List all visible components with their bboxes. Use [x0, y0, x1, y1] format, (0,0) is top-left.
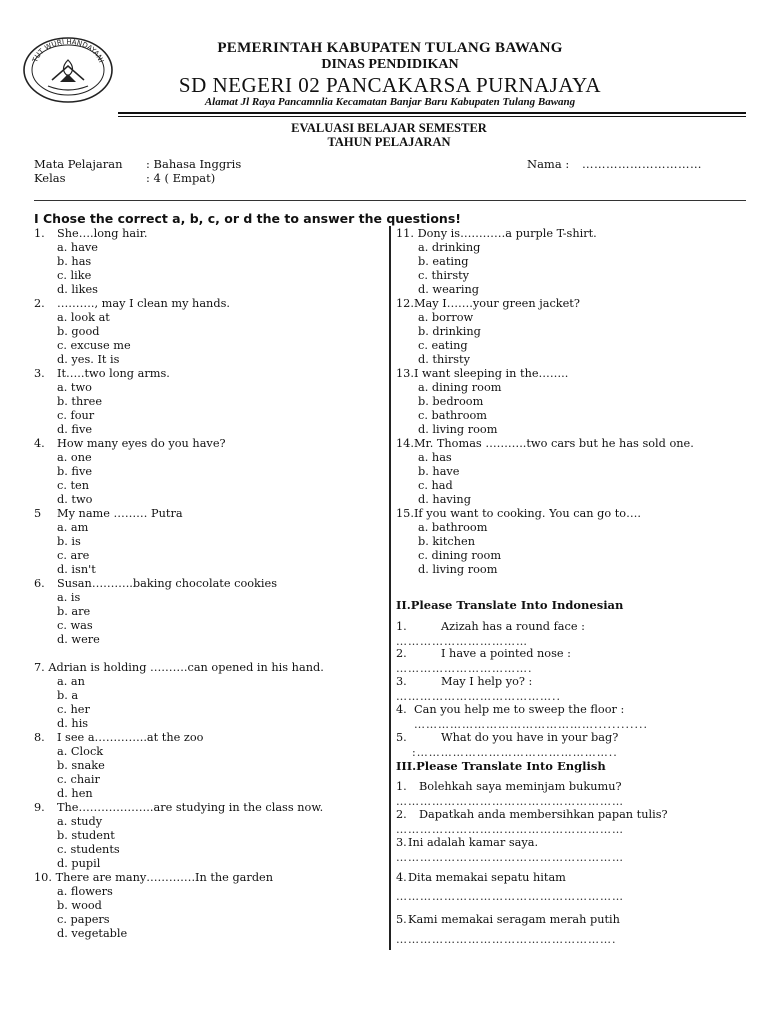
answer-option[interactable]: d. living room: [418, 423, 498, 436]
translate-item-text: Dapatkah anda membersihkan papan tulis?: [419, 808, 668, 821]
answer-option[interactable]: b. has: [57, 255, 92, 268]
section-2-title: II.Please Translate Into Indonesian: [396, 598, 624, 612]
answer-line[interactable]: …………………………………………………: [396, 795, 624, 808]
answer-option[interactable]: d. yes. It is: [57, 353, 120, 366]
question-13: [396, 367, 568, 381]
answer-option[interactable]: a. drinking: [418, 241, 481, 254]
column-divider: [389, 226, 391, 950]
question-3-text: It…..two long arms.: [57, 367, 170, 380]
translate-item-text: Ini adalah kamar saya.: [408, 836, 539, 849]
answer-option[interactable]: d. hen: [57, 787, 93, 800]
answer-option[interactable]: a. borrow: [418, 311, 474, 324]
answer-option[interactable]: c. are: [57, 549, 90, 562]
answer-option[interactable]: d. thirsty: [418, 353, 470, 366]
subject-value: : Bahasa Inggris: [146, 157, 242, 171]
question-text: May I…….your green jacket?: [413, 297, 580, 310]
answer-line[interactable]: …………………………………..: [396, 690, 561, 703]
question-text: If you want to cooking. You can go to….: [413, 507, 641, 520]
translate-item-number: 5.: [396, 731, 407, 744]
school-name: SD NEGERI 02 PANCAKARSA PURNAJAYA: [178, 73, 602, 97]
answer-option[interactable]: a. look at: [57, 311, 110, 324]
translate-item-number: 3.: [396, 836, 407, 849]
question-number: 12.: [396, 297, 414, 310]
answer-option[interactable]: d. wearing: [418, 283, 480, 296]
question-number: 5: [34, 507, 42, 520]
header-rule-thick: [118, 112, 746, 114]
question-6-text: Susan………..baking chocolate cookies: [57, 577, 277, 590]
answer-option[interactable]: b. wood: [57, 899, 102, 912]
answer-option[interactable]: b. three: [57, 395, 102, 408]
answer-option[interactable]: d. were: [57, 633, 100, 646]
answer-option[interactable]: a. flowers: [57, 885, 113, 898]
answer-option[interactable]: a. have: [57, 241, 98, 254]
answer-option[interactable]: d. his: [57, 717, 89, 730]
answer-option[interactable]: a. two: [57, 381, 92, 394]
answer-option[interactable]: c. papers: [57, 913, 110, 926]
answer-option[interactable]: c. her: [57, 703, 90, 716]
svg-text:TUT WURI HANDAYANI: TUT WURI HANDAYANI: [31, 37, 106, 64]
header-rule-thin: [118, 116, 746, 117]
answer-option[interactable]: a. study: [57, 815, 103, 828]
department-header: DINAS PENDIDIKAN: [321, 57, 459, 72]
question-text: Mr. Thomas ………..two cars but he has sold one.: [413, 437, 694, 450]
question-number: 1.: [34, 227, 45, 240]
question-text: Adrian is holding ……….can opened in his hand.: [48, 661, 324, 674]
answer-option[interactable]: b. good: [57, 325, 100, 338]
answer-option[interactable]: a. an: [57, 675, 85, 688]
answer-line[interactable]: ……………………………: [396, 635, 528, 648]
government-header: PEMERINTAH KABUPATEN TULANG BAWANG: [217, 40, 563, 56]
answer-option[interactable]: c. eating: [418, 339, 468, 352]
question-number: 10.: [34, 871, 52, 884]
question-14: [396, 437, 694, 451]
answer-option[interactable]: a. one: [57, 451, 92, 464]
answer-option[interactable]: a. bathroom: [418, 521, 488, 534]
answer-option[interactable]: c. ten: [57, 479, 90, 492]
answer-option[interactable]: c. had: [418, 479, 453, 492]
translate-item-text: Bolehkah saya meminjam bukumu?: [419, 780, 622, 793]
answer-option[interactable]: c. four: [57, 409, 95, 422]
translate-item-text: May I help yo? :: [441, 675, 533, 688]
answer-line[interactable]: ………………………………………............: [414, 718, 648, 731]
answer-option[interactable]: b. bedroom: [418, 395, 484, 408]
meta-divider: [34, 200, 746, 201]
translate-item-text: Kami memakai seragam merah putih: [408, 913, 620, 926]
answer-option[interactable]: a. Clock: [57, 745, 104, 758]
answer-option[interactable]: b. kitchen: [418, 535, 475, 548]
question-number: 6.: [34, 577, 45, 590]
answer-option[interactable]: a. has: [418, 451, 452, 464]
answer-line[interactable]: …………………………….: [396, 662, 533, 675]
translate-item-text: Azizah has a round face :: [441, 620, 585, 633]
translate-item-number: 2.: [396, 647, 407, 660]
exam-title: EVALUASI BELAJAR SEMESTER: [291, 121, 487, 135]
question-8-text: I see a…………..at the zoo: [57, 731, 204, 744]
question-12: [396, 297, 580, 311]
answer-option[interactable]: b. drinking: [418, 325, 481, 338]
question-number: 4.: [34, 437, 45, 450]
answer-option[interactable]: c. students: [57, 843, 120, 856]
answer-option[interactable]: a. is: [57, 591, 81, 604]
question-number: 11.: [396, 227, 414, 240]
answer-option[interactable]: c. bathroom: [418, 409, 488, 422]
exam-year: TAHUN PELAJARAN: [327, 135, 451, 149]
question-number: 7.: [34, 661, 45, 674]
answer-option[interactable]: c. chair: [57, 773, 100, 786]
answer-line[interactable]: ……………………………………………….: [396, 933, 617, 946]
question-number: 9.: [34, 801, 45, 814]
question-10: [34, 871, 273, 885]
question-number: 8.: [34, 731, 45, 744]
answer-option[interactable]: d. isn't: [57, 563, 96, 576]
answer-option[interactable]: b. have: [418, 465, 460, 478]
answer-option[interactable]: a. dining room: [418, 381, 502, 394]
subject-label: Mata Pelajaran: [34, 157, 123, 171]
answer-line[interactable]: …………………………………………………: [396, 890, 624, 903]
answer-option[interactable]: b. is: [57, 535, 81, 548]
translate-item-number: 4.: [396, 871, 407, 884]
question-number: 2.: [34, 297, 45, 310]
answer-option[interactable]: d. likes: [57, 283, 98, 296]
question-5-text: My name ……… Putra: [57, 507, 183, 520]
question-text: There are many………….In the garden: [55, 871, 274, 884]
answer-option[interactable]: c. thirsty: [418, 269, 470, 282]
answer-option[interactable]: b. a: [57, 689, 79, 702]
answer-line[interactable]: …………………………………………………: [396, 823, 624, 836]
answer-option[interactable]: d. two: [57, 493, 93, 506]
translate-item-number: 1.: [396, 620, 407, 633]
tut-wuri-handayani-logo: [22, 36, 114, 104]
answer-option[interactable]: d. vegetable: [57, 927, 128, 940]
translate-item-number: 4.: [396, 703, 407, 716]
answer-option[interactable]: b. snake: [57, 759, 105, 772]
answer-option[interactable]: c. excuse me: [57, 339, 131, 352]
answer-option[interactable]: d. having: [418, 493, 471, 506]
question-7: [34, 661, 324, 675]
question-2-text: ………., may I clean my hands.: [57, 297, 230, 310]
answer-option[interactable]: c. like: [57, 269, 92, 282]
question-text: I want sleeping in the……..: [413, 367, 569, 380]
question-number: 14.: [396, 437, 414, 450]
answer-option[interactable]: b. eating: [418, 255, 469, 268]
question-number: 13.: [396, 367, 414, 380]
translate-item-number: 2.: [396, 808, 407, 821]
answer-option[interactable]: b. student: [57, 829, 115, 842]
answer-option[interactable]: c. was: [57, 619, 93, 632]
section-1-title: I Chose the correct a, b, c, or d the to answer the questions!: [34, 211, 461, 226]
translate-item-number: 1.: [396, 780, 407, 793]
answer-option[interactable]: b. five: [57, 465, 93, 478]
answer-line[interactable]: :…………………………………………..: [412, 746, 618, 759]
answer-option[interactable]: d. living room: [418, 563, 498, 576]
question-number: 3.: [34, 367, 45, 380]
answer-option[interactable]: d. pupil: [57, 857, 101, 870]
answer-line[interactable]: …………………………………………………: [396, 851, 624, 864]
answer-option[interactable]: a. am: [57, 521, 89, 534]
translate-item-text: Dita memakai sepatu hitam: [408, 871, 566, 884]
question-4-text: How many eyes do you have?: [57, 437, 226, 450]
answer-option[interactable]: b. are: [57, 605, 91, 618]
name-field[interactable]: …………………………: [582, 157, 702, 171]
name-label: Nama :: [527, 157, 570, 171]
question-text: Dony is…………a purple T-shirt.: [417, 227, 597, 240]
answer-option[interactable]: c. dining room: [418, 549, 502, 562]
class-label: Kelas: [34, 171, 66, 185]
translate-item-text: Can you help me to sweep the floor :: [414, 703, 625, 716]
question-1-text: She….long hair.: [57, 227, 148, 240]
class-value: : 4 ( Empat): [146, 171, 216, 185]
question-11: [396, 227, 597, 241]
translate-item-text: What do you have in your bag?: [441, 731, 619, 744]
school-address: Alamat Jl Raya Pancamnlia Kecamatan Banjar Baru Kabupaten Tulang Bawang: [204, 96, 576, 108]
translate-item-number: 3.: [396, 675, 407, 688]
translate-item-text: I have a pointed nose :: [441, 647, 571, 660]
translate-item-number: 5.: [396, 913, 407, 926]
section-3-title: III.Please Translate Into English: [396, 759, 606, 773]
question-15: [396, 507, 641, 521]
answer-option[interactable]: d. five: [57, 423, 93, 436]
question-number: 15.: [396, 507, 414, 520]
question-9-text: The………………..are studying in the class now.: [57, 801, 324, 814]
